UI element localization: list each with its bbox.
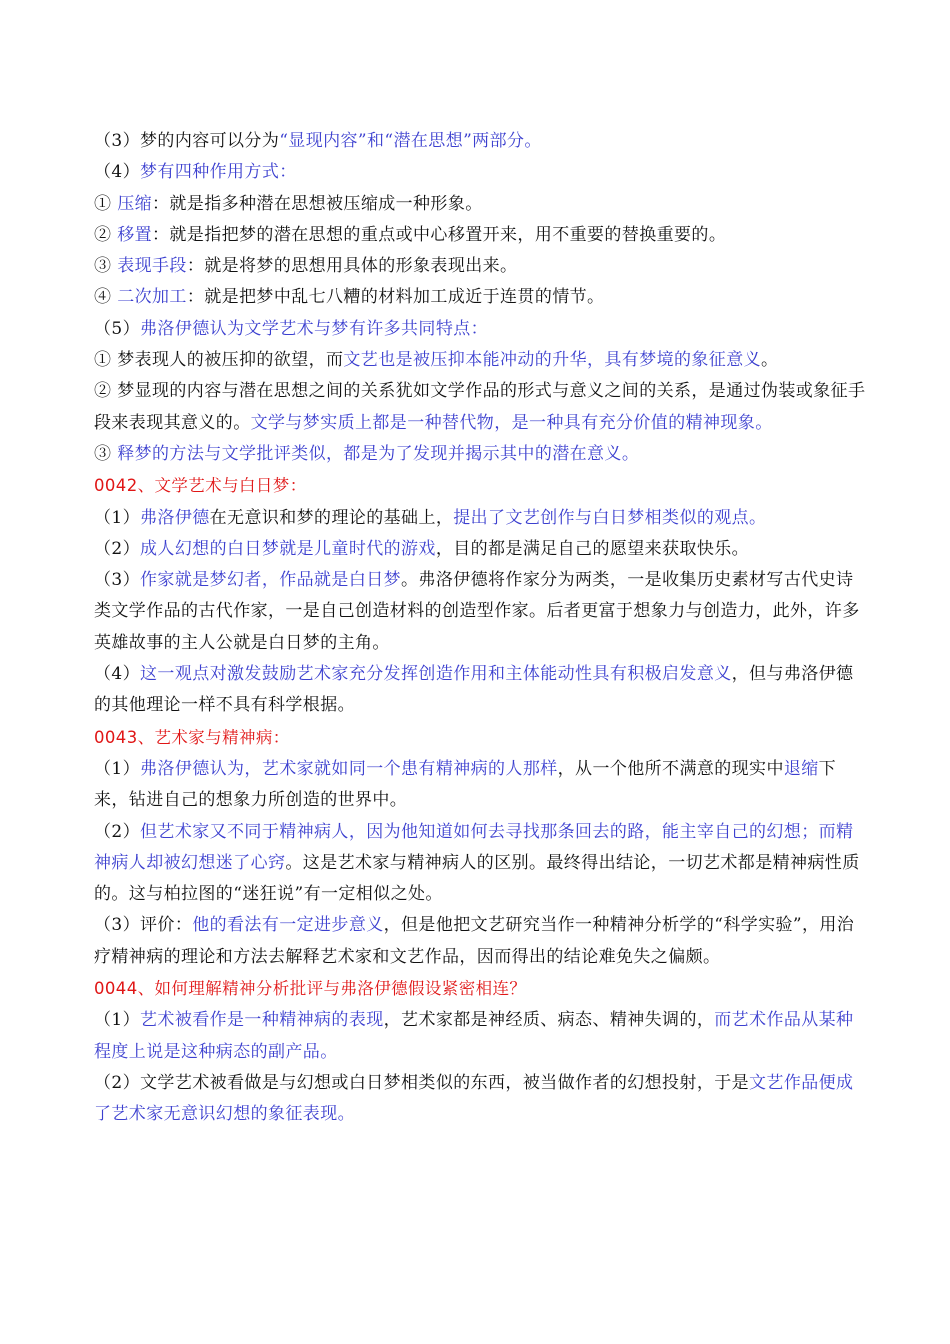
text-run: ②	[94, 224, 118, 245]
text-run: 退缩	[783, 758, 819, 779]
paragraph	[94, 754, 869, 817]
paragraph	[94, 565, 869, 659]
paragraph	[94, 314, 869, 345]
section-heading: 0044、如何理解精神分析批评与弗洛伊德假设紧密相连？	[94, 979, 527, 999]
paragraph	[94, 910, 869, 973]
section-heading: 0042、文学艺术与白日梦：	[94, 476, 307, 496]
paragraph	[94, 157, 869, 188]
text-run: ，但是他把文艺研究当作一种精神分析学的“科学实验”，用治疗精神病的理论和方法去解释艺术家和文艺作品，因而得出的结论难免失之偏颇。	[94, 915, 855, 967]
text-run: （1）	[94, 507, 141, 528]
paragraph	[94, 345, 869, 376]
text-run: 压缩	[117, 193, 153, 214]
text-run: （4）	[94, 664, 141, 685]
paragraph	[94, 376, 869, 439]
text-run: ① 梦表现人的被压抑的欲望，而	[94, 350, 344, 371]
text-run: 作家就是梦幻者，作品就是白日梦	[140, 570, 402, 591]
paragraph	[94, 439, 869, 470]
text-run: ，从一个他所不满意的现实中	[557, 758, 784, 779]
text-run: 梦有四种作用方式：	[140, 162, 297, 183]
text-run: （1）	[94, 1010, 141, 1031]
text-run: 。	[761, 350, 779, 371]
text-run: 文艺作品便成了艺术家无意识幻想的象征表现。	[94, 1072, 854, 1125]
text-run: 弗洛伊德认为，艺术家就如同一个患有精神病的人那样	[140, 758, 558, 779]
paragraph	[94, 282, 869, 313]
paragraph	[94, 659, 869, 722]
text-run: 。这是艺术家与精神病人的区别。最终得出结论，一切艺术都是精神病性质的。这与柏拉图的“迷狂说”有一定相似之处。	[94, 852, 860, 905]
text-run: （4）	[94, 162, 141, 183]
text-run: 二次加工	[117, 287, 187, 308]
text-run: ② 梦显现的内容与潜在思想之间的关系犹如文学作品的形式与意义之间的关系，是通过伪装或象征手段来表现其意义的。	[94, 381, 866, 433]
paragraph	[94, 189, 869, 220]
text-run: ③	[94, 256, 118, 277]
text-run: “显现内容”和“潜在思想”两部分。	[279, 131, 542, 151]
document-body	[94, 126, 869, 1131]
text-run: ，但与弗洛伊德的其他理论一样不具有科学根据。	[94, 664, 854, 716]
paragraph	[94, 817, 869, 911]
text-run: ：就是将梦的思想用具体的形象表现出来。	[186, 256, 518, 277]
paragraph	[94, 126, 869, 157]
paragraph	[94, 534, 869, 565]
paragraph	[94, 1068, 869, 1131]
text-run: 他的看法有一定进步意义	[192, 915, 384, 936]
paragraph	[94, 1005, 869, 1068]
text-run: 。弗洛伊德将作家分为两类，一是收集历史素材写古代史诗类文学作品的古代作家，一是自己创造材料的创造型作家。后者更富于想象力与创造力，此外，许多英雄故事的主人公就是白日梦的主角。	[94, 570, 860, 653]
text-run: ①	[94, 193, 118, 214]
text-run: 在无意识和梦的理论的基础上，	[209, 507, 454, 528]
text-run: 成人幻想的白日梦就是儿童时代的游戏	[140, 538, 436, 559]
text-run: （2）	[94, 821, 141, 842]
text-run: （2）	[94, 538, 141, 559]
text-run: ，目的都是满足自己的愿望来获取快乐。	[435, 538, 750, 559]
text-run: （5）	[94, 318, 141, 339]
text-run: （3）梦的内容可以分为	[94, 131, 280, 151]
text-run: ：就是把梦中乱七八糟的材料加工成近于连贯的情节。	[186, 287, 605, 308]
paragraph	[94, 722, 869, 754]
text-run: ：就是指多种潜在思想被压缩成一种形象。	[152, 193, 483, 214]
text-run: （1）	[94, 758, 141, 779]
text-run: 而艺术作品从某种程度上说是这种病态的副产品。	[94, 1010, 854, 1062]
text-run: 但艺术家又不同于精神病人，因为他知道如何去寻找那条回去的路，能主宰自己的幻想；而精神病人却被幻想迷了心窍	[94, 821, 854, 873]
text-run: 释梦的方法与文学批评类似，都是为了发现并揭示其中的潜在意义。	[117, 443, 640, 464]
text-run: 表现手段	[117, 256, 187, 277]
text-run: ，艺术家都是神经质、病态、精神失调的，	[383, 1010, 715, 1031]
text-run: （3）	[94, 570, 141, 591]
paragraph	[94, 220, 869, 251]
paragraph	[94, 251, 869, 282]
text-run: 文艺也是被压抑本能冲动的升华，具有梦境的象征意义	[343, 350, 762, 371]
paragraph	[94, 470, 869, 502]
text-run: 艺术被看作是一种精神病的表现	[140, 1010, 384, 1031]
text-run: ：就是指把梦的潜在思想的重点或中心移置开来，用不重要的替换重要的。	[152, 224, 727, 245]
text-run: 下来，钻进自己的想象力所创造的世界中。	[94, 758, 837, 811]
text-run: 文学与梦实质上都是一种替代物，是一种具有充分价值的精神现象。	[250, 412, 773, 433]
text-run: ③	[94, 443, 118, 464]
paragraph	[94, 973, 869, 1005]
text-run: 弗洛伊德	[140, 507, 210, 528]
text-run: （2）文学艺术被看做是与幻想或白日梦相类似的东西，被当做作者的幻想投射，于是	[94, 1072, 750, 1093]
text-run: 弗洛伊德认为文学艺术与梦有许多共同特点：	[140, 318, 489, 339]
section-heading: 0043、艺术家与精神病：	[94, 727, 290, 747]
text-run: 这一观点对激发鼓励艺术家充分发挥创造作用和主体能动性具有积极启发意义	[140, 664, 732, 685]
paragraph	[94, 503, 869, 534]
text-run: 移置	[117, 224, 153, 245]
text-run: （3）评价：	[94, 915, 193, 936]
text-run: 提出了文艺创作与白日梦相类似的观点。	[453, 507, 767, 528]
text-run: ④	[94, 287, 118, 308]
